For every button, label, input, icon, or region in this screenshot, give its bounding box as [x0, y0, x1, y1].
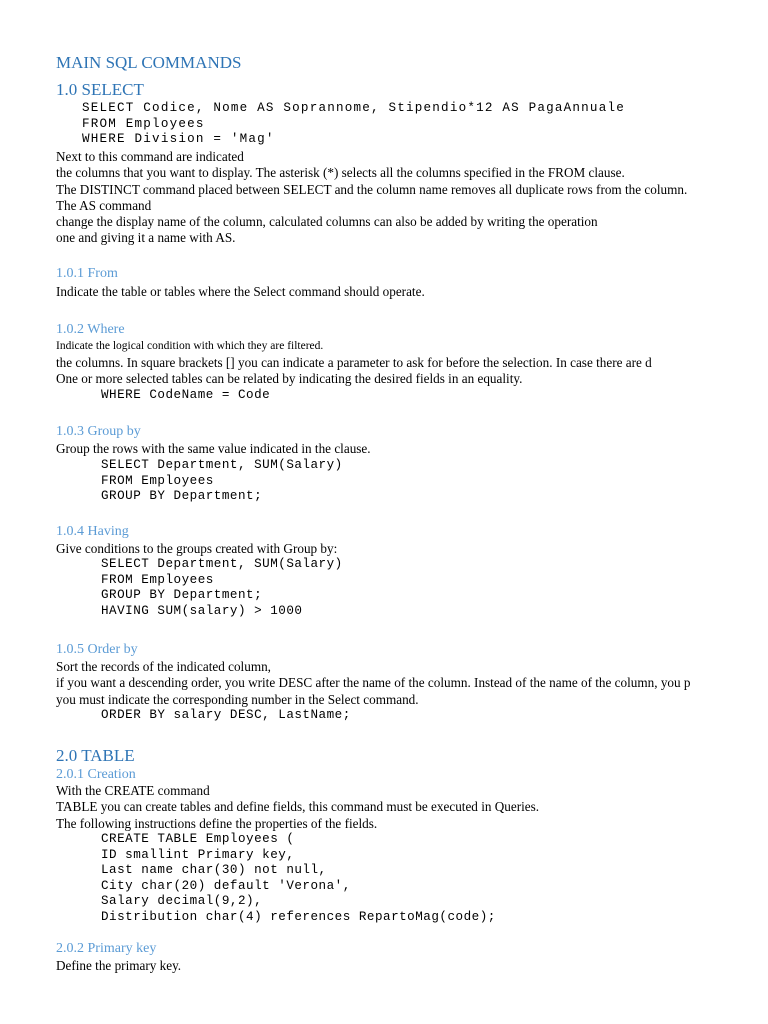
document-title: MAIN SQL COMMANDS: [56, 53, 242, 72]
code-line: ID smallint Primary key,: [101, 847, 295, 862]
heading-having: 1.0.4 Having: [56, 524, 129, 539]
code-line: WHERE CodeName = Code: [101, 388, 271, 402]
text-line: One or more selected tables can be related by indicating the desired fields in an equality.: [56, 371, 523, 387]
text-line: Define the primary key.: [56, 958, 182, 973]
code-line: GROUP BY Department;: [101, 588, 263, 603]
code-line: FROM Employees: [101, 473, 214, 488]
text-line: change the display name of the column, calculated columns can also be added by writing the operation: [56, 214, 598, 230]
paragraph-where: [56, 355, 652, 388]
code-block-having: [101, 557, 343, 619]
text-line: Give conditions to the groups created with Group by:: [56, 541, 338, 556]
code-line: Distribution char(4) references RepartoMag(code);: [101, 909, 496, 924]
text-line: TABLE you can create tables and define fields, this command must be executed in Queries.: [56, 799, 540, 815]
paragraph-primary-key: [56, 958, 181, 974]
code-block-group-by: [101, 458, 343, 505]
code-line: Salary decimal(9,2),: [101, 894, 263, 909]
text-line: you must indicate the corresponding number in the Select command.: [56, 691, 419, 707]
text-line: the columns that you want to display. The asterisk (*) selects all the columns specified in the FROM clause.: [56, 165, 625, 181]
code-line: HAVING SUM(salary) > 1000: [101, 603, 303, 618]
heading-from: 1.0.1 From: [56, 266, 118, 281]
text-line: Group the rows with the same value indicated in the clause.: [56, 441, 371, 456]
heading-primary-key: 2.0.2 Primary key: [56, 941, 157, 956]
code-line: Last name char(30) not null,: [101, 863, 327, 878]
code-block-order-by: [101, 708, 351, 724]
code-block-creation: [101, 832, 496, 926]
text-line: With the CREATE command: [56, 783, 210, 798]
text-line: Sort the records of the indicated column,: [56, 659, 271, 674]
note-where: Indicate the logical condition with which they are filtered.: [56, 340, 324, 352]
code-line: FROM Employees: [101, 572, 214, 587]
code-line: WHERE Division = 'Mag': [82, 132, 275, 147]
heading-order-by: 1.0.5 Order by: [56, 642, 138, 657]
heading-where: 1.0.2 Where: [56, 322, 125, 337]
paragraph-select: [56, 149, 687, 247]
paragraph-group-by: [56, 441, 371, 457]
code-block-where: [101, 388, 270, 404]
heading-creation: 2.0.1 Creation: [56, 767, 136, 782]
code-line: FROM Employees: [82, 116, 205, 131]
paragraph-creation: [56, 783, 539, 832]
code-line: SELECT Department, SUM(Salary): [101, 458, 343, 472]
code-line: ORDER BY salary DESC, LastName;: [101, 708, 351, 722]
heading-select: 1.0 SELECT: [56, 80, 144, 99]
text-line: the columns. In square brackets [] you can indicate a parameter to ask for before the selection. In case there are d: [56, 355, 652, 370]
heading-table: 2.0 TABLE: [56, 746, 135, 765]
paragraph-order-by: [56, 659, 691, 708]
code-block-select: [82, 101, 625, 148]
text-line: Next to this command are indicated: [56, 149, 244, 164]
code-line: SELECT Department, SUM(Salary): [101, 557, 343, 571]
code-line: SELECT Codice, Nome AS Soprannome, Stipendio*12 AS PagaAnnuale: [82, 101, 625, 115]
text-line: The DISTINCT command placed between SELECT and the column name removes all duplicate rows from the column.: [56, 181, 688, 197]
text-line: if you want a descending order, you write DESC after the name of the column. Instead of the name of the column, you p: [56, 675, 691, 691]
code-line: CREATE TABLE Employees (: [101, 832, 295, 846]
heading-group-by: 1.0.3 Group by: [56, 424, 141, 439]
paragraph-from: [56, 284, 425, 300]
code-line: GROUP BY Department;: [101, 489, 263, 504]
paragraph-having: [56, 541, 337, 557]
text-line: The AS command: [56, 197, 152, 213]
code-line: City char(20) default 'Verona',: [101, 878, 351, 893]
text-line: one and giving it a name with AS.: [56, 230, 236, 246]
text-line: The following instructions define the properties of the fields.: [56, 815, 378, 831]
text-line: Indicate the table or tables where the Select command should operate.: [56, 284, 425, 299]
